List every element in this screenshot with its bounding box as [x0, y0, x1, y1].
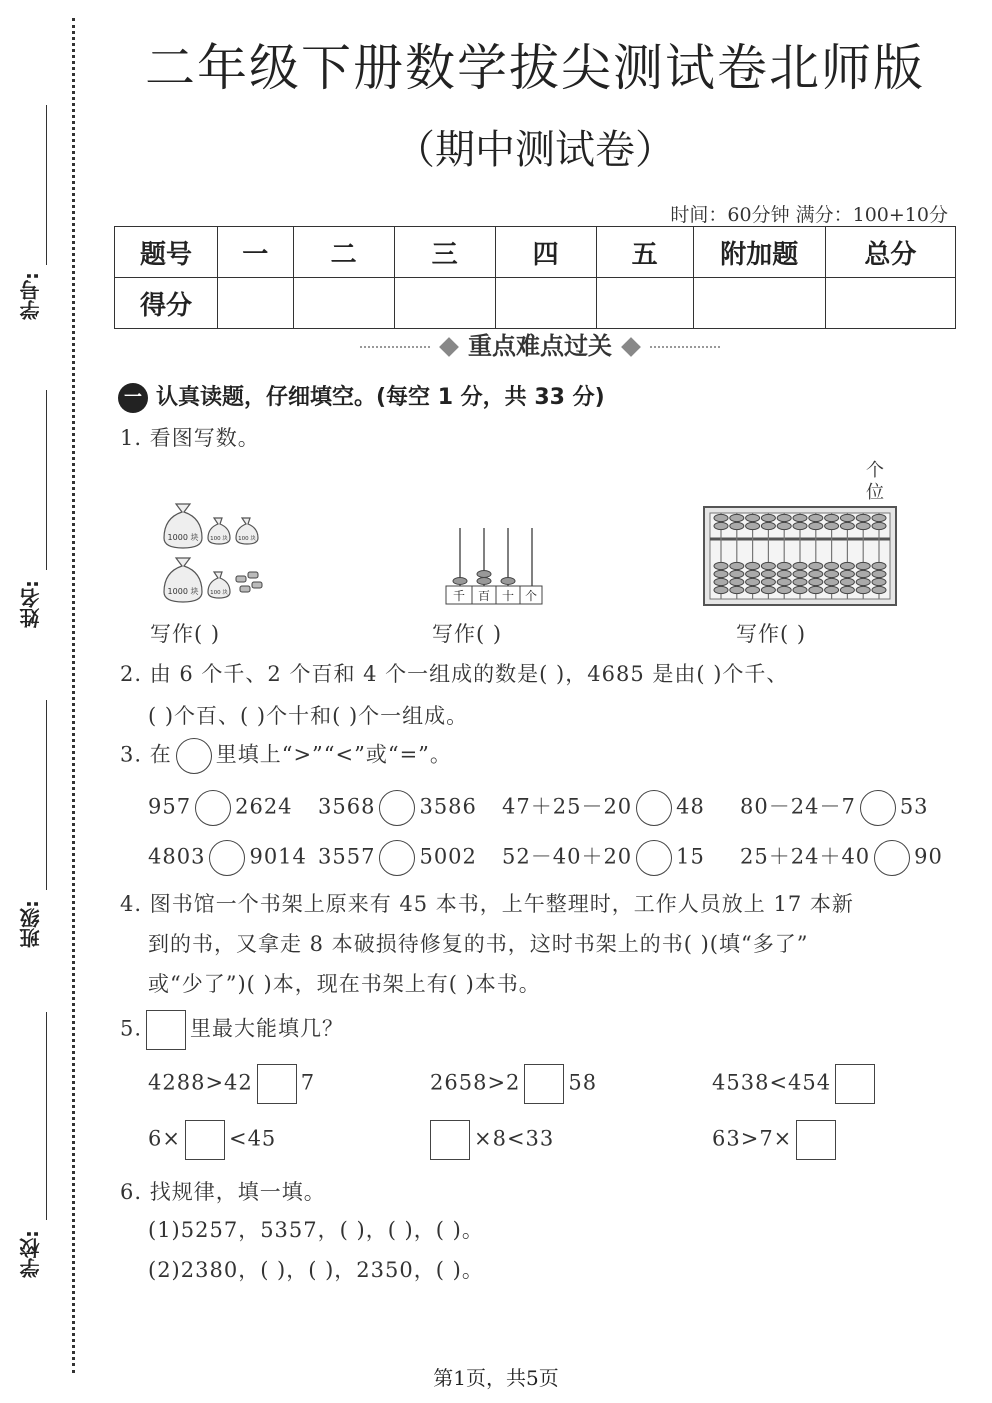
question-5-text — [120, 1010, 344, 1050]
suanpan-bead — [793, 522, 807, 529]
coin-stacks-icon — [236, 572, 262, 592]
suanpan-bead — [793, 586, 807, 593]
banner-text: 重点难点过关 — [468, 332, 612, 360]
fill-box-left: 6× — [148, 1126, 181, 1151]
compare-right: 15 — [676, 844, 705, 869]
section-banner — [340, 326, 740, 361]
money-bag-1000-icon — [164, 504, 202, 548]
score-header-cell: 总分 — [825, 227, 955, 278]
compare-right: 2624 — [235, 794, 293, 819]
suanpan-bead — [840, 586, 854, 593]
suanpan-bead — [746, 570, 760, 577]
suanpan-bead — [809, 522, 823, 529]
fill-box-item — [148, 1064, 315, 1104]
score-row-label: 得分 — [115, 278, 218, 329]
suanpan-bead — [746, 586, 760, 593]
suanpan-bead — [840, 578, 854, 585]
suanpan-bead — [809, 514, 823, 521]
name-label: 姓名: — [19, 580, 43, 628]
fill-box-right: 58 — [568, 1070, 598, 1095]
suanpan-bead — [872, 514, 886, 521]
question-6-text: 6. 找规律，填一填。 — [120, 1180, 326, 1204]
suanpan-ones-label — [866, 460, 885, 504]
money-bag-100-icon — [208, 572, 230, 598]
page-subtitle: （期中测试卷） — [395, 127, 675, 173]
abacus-place-label: 十 — [501, 589, 515, 603]
suanpan-bead — [793, 562, 807, 569]
suanpan-bead — [872, 586, 886, 593]
abacus-bead — [477, 571, 491, 578]
counting-abacus-illustration — [444, 524, 544, 606]
fill-box-input[interactable] — [257, 1064, 297, 1104]
suanpan-bead — [856, 578, 870, 585]
suanpan-bead — [777, 570, 791, 577]
compare-circle-input[interactable] — [636, 790, 672, 826]
compare-left: 47＋25－20 — [502, 794, 633, 819]
question-4-line-1: 4. 图书馆一个书架上原来有 45 本书，上午整理时，工作人员放上 17 本新 — [120, 892, 854, 916]
money-bag-100-icon — [208, 518, 230, 544]
abacus-place-label: 百 — [477, 589, 491, 603]
suanpan-bead — [730, 562, 744, 569]
student-id-label: 学号: — [19, 272, 43, 320]
compare-left: 957 — [148, 794, 192, 819]
compare-circle-input[interactable] — [379, 840, 415, 876]
compare-left: 3557 — [318, 844, 376, 869]
score-header-cell: 三 — [394, 227, 495, 278]
question-5-prefix: 5. — [120, 1016, 143, 1041]
suanpan-bead — [746, 514, 760, 521]
banner-diamond-icon — [439, 337, 459, 357]
bag-label: 1000 块 — [167, 587, 199, 596]
score-header-cell: 一 — [217, 227, 293, 278]
compare-circle-icon — [176, 738, 212, 774]
score-cell[interactable] — [596, 278, 693, 329]
bag-label: 100 块 — [238, 536, 256, 542]
suanpan-bead — [809, 562, 823, 569]
suanpan-illustration — [703, 506, 897, 606]
exam-meta: 时间：60分钟 满分：100+10分 — [670, 204, 948, 226]
compare-item — [148, 790, 293, 826]
question-1-text: 1. 看图写数。 — [120, 426, 260, 450]
suanpan-bead — [872, 522, 886, 529]
compare-left: 4803 — [148, 844, 206, 869]
answer-blank-3[interactable]: 写作( ) — [736, 622, 807, 646]
suanpan-bead — [840, 570, 854, 577]
suanpan-bead — [825, 586, 839, 593]
fill-box-input[interactable] — [796, 1120, 836, 1160]
suanpan-bead — [777, 586, 791, 593]
fill-box-item — [712, 1064, 879, 1104]
suanpan-bead — [761, 570, 775, 577]
suanpan-bead — [777, 578, 791, 585]
compare-right: 53 — [899, 794, 929, 819]
fill-box-right: 7 — [300, 1070, 316, 1095]
suanpan-bead — [761, 586, 775, 593]
money-bag-1000-icon — [164, 558, 202, 602]
page-title: 二年级下册数学拔尖测试卷北师版 — [145, 39, 925, 97]
suanpan-bead — [777, 514, 791, 521]
suanpan-bead — [872, 570, 886, 577]
question-5-suffix: 里最大能填几？ — [190, 1016, 345, 1041]
compare-item — [502, 840, 705, 876]
compare-circle-input[interactable] — [874, 840, 910, 876]
compare-item — [318, 840, 477, 876]
compare-left: 52－40＋20 — [502, 844, 633, 869]
score-table — [114, 226, 956, 329]
fill-box-left: 2658>2 — [430, 1070, 521, 1095]
fill-box-right: ×8<33 — [474, 1126, 555, 1151]
bag-label: 100 块 — [210, 590, 228, 596]
compare-circle-input[interactable] — [379, 790, 415, 826]
suanpan-bead — [872, 578, 886, 585]
score-cell[interactable] — [495, 278, 596, 329]
compare-left: 80－24－7 — [740, 794, 856, 819]
question-3-suffix: 里填上“>”“<”或“=”。 — [215, 742, 452, 767]
suanpan-bead — [840, 562, 854, 569]
suanpan-bead — [714, 522, 728, 529]
suanpan-bead — [856, 562, 870, 569]
question-6-line-1: (1)5257，5357，( )，( )，( )。 — [148, 1218, 484, 1242]
suanpan-bead — [793, 570, 807, 577]
suanpan-bead — [761, 578, 775, 585]
suanpan-bead — [856, 570, 870, 577]
suanpan-label-bottom: 位 — [866, 482, 885, 503]
suanpan-bead — [872, 562, 886, 569]
suanpan-bead — [825, 562, 839, 569]
compare-item — [740, 840, 943, 876]
section-one-heading — [118, 380, 605, 413]
suanpan-bead — [730, 586, 744, 593]
question-2-line-1: 2. 由 6 个千、2 个百和 4 个一组成的数是( )，4685 是由( )个千、 — [120, 662, 789, 686]
fill-box-item — [712, 1120, 840, 1160]
question-6-line-2: (2)2380，( )，( )，2350，( )。 — [148, 1258, 484, 1282]
fill-box-left: 4538<454 — [712, 1070, 832, 1095]
compare-item — [148, 840, 307, 876]
bag-label: 100 块 — [210, 536, 228, 542]
score-header-cell: 五 — [596, 227, 693, 278]
score-cell[interactable] — [217, 278, 293, 329]
suanpan-bead — [714, 562, 728, 569]
suanpan-bead — [856, 514, 870, 521]
page-footer: 第1页，共5页 — [433, 1366, 559, 1390]
suanpan-bead — [746, 578, 760, 585]
suanpan-bead — [714, 514, 728, 521]
score-table-score-row — [115, 278, 956, 329]
compare-item — [318, 790, 477, 826]
suanpan-bead — [777, 562, 791, 569]
score-table-header-row — [115, 227, 956, 278]
abacus-place-label: 千 — [452, 589, 466, 603]
suanpan-bead — [714, 578, 728, 585]
compare-right: 48 — [676, 794, 705, 819]
school-label: 学校: — [19, 1230, 43, 1278]
fill-box-input[interactable] — [835, 1064, 875, 1104]
compare-left: 3568 — [318, 794, 376, 819]
compare-circle-input[interactable] — [636, 840, 672, 876]
fill-box-input[interactable] — [185, 1120, 225, 1160]
score-cell[interactable] — [825, 278, 955, 329]
section-number-badge: 一 — [118, 383, 148, 413]
school-field[interactable] — [46, 1012, 47, 1220]
suanpan-bead — [746, 522, 760, 529]
blank-box-icon — [146, 1010, 186, 1050]
bag-label: 1000 块 — [167, 533, 199, 542]
suanpan-bead — [856, 586, 870, 593]
section-one-title: 认真读题，仔细填空。(每空 1 分，共 33 分) — [156, 385, 605, 410]
fill-box-left: 63>7× — [712, 1126, 793, 1151]
score-cell[interactable] — [293, 278, 394, 329]
abacus-bead — [477, 578, 491, 585]
suanpan-bead — [730, 578, 744, 585]
class-field[interactable] — [46, 700, 47, 890]
suanpan-bead — [730, 514, 744, 521]
suanpan-bead — [809, 586, 823, 593]
class-label: 班级: — [19, 900, 43, 948]
compare-item — [502, 790, 705, 826]
compare-circle-input[interactable] — [195, 790, 231, 826]
question-2-line-2: ( )个百、( )个十和( )个一组成。 — [148, 704, 469, 728]
compare-circle-input[interactable] — [209, 840, 245, 876]
question-3-prefix: 3. 在 — [120, 742, 172, 767]
score-header-cell: 题号 — [115, 227, 218, 278]
banner-dotted-line — [360, 346, 430, 348]
money-bags-illustration — [156, 500, 266, 610]
suanpan-bead — [714, 570, 728, 577]
question-4-line-2: 到的书，又拿走 8 本破损待修复的书，这时书架上的书( )(填“多了” — [148, 932, 809, 956]
compare-right: 90 — [914, 844, 943, 869]
score-header-cell: 二 — [293, 227, 394, 278]
abacus-place-label: 个 — [524, 589, 538, 603]
suanpan-bead — [761, 514, 775, 521]
fill-box-left: 4288>42 — [148, 1070, 253, 1095]
student-id-field[interactable] — [46, 105, 47, 265]
fill-box-input[interactable] — [524, 1064, 564, 1104]
banner-diamond-icon — [621, 337, 641, 357]
compare-item — [740, 790, 929, 826]
suanpan-bead — [809, 578, 823, 585]
name-field[interactable] — [46, 390, 47, 570]
fill-box-item — [148, 1120, 276, 1160]
question-4-line-3: 或“少了”)( )本，现在书架上有( )本书。 — [148, 972, 541, 996]
compare-right: 3586 — [419, 794, 477, 819]
suanpan-bead — [825, 522, 839, 529]
suanpan-bead — [730, 522, 744, 529]
score-header-cell: 附加题 — [693, 227, 825, 278]
suanpan-bead — [825, 570, 839, 577]
abacus-bead — [453, 578, 467, 585]
suanpan-label-top: 个 — [866, 460, 885, 481]
binding-dashed-line — [72, 18, 75, 1373]
suanpan-bead — [714, 586, 728, 593]
suanpan-bead — [761, 562, 775, 569]
suanpan-bead — [809, 570, 823, 577]
compare-left: 25＋24＋40 — [740, 844, 871, 869]
suanpan-bead — [856, 522, 870, 529]
fill-box-input[interactable] — [430, 1120, 470, 1160]
suanpan-bead — [793, 514, 807, 521]
abacus-bead — [501, 578, 515, 585]
score-cell[interactable] — [394, 278, 495, 329]
suanpan-bead — [825, 578, 839, 585]
compare-right: 5002 — [419, 844, 477, 869]
compare-circle-input[interactable] — [860, 790, 896, 826]
banner-dotted-line — [650, 346, 720, 348]
answer-blank-1[interactable]: 写作( ) — [150, 622, 221, 646]
score-cell[interactable] — [693, 278, 825, 329]
compare-right: 9014 — [249, 844, 307, 869]
suanpan-bead — [730, 570, 744, 577]
fill-box-right: <45 — [228, 1126, 277, 1151]
suanpan-bead — [746, 562, 760, 569]
fill-box-item — [430, 1064, 597, 1104]
suanpan-bead — [793, 578, 807, 585]
suanpan-bead — [825, 514, 839, 521]
suanpan-bead — [777, 522, 791, 529]
suanpan-bead — [840, 522, 854, 529]
answer-blank-2[interactable]: 写作( ) — [432, 622, 503, 646]
suanpan-bead — [840, 514, 854, 521]
suanpan-bead — [761, 522, 775, 529]
fill-box-item — [426, 1120, 554, 1160]
score-header-cell: 四 — [495, 227, 596, 278]
question-3-text — [120, 738, 452, 774]
money-bag-100-icon — [236, 518, 258, 544]
